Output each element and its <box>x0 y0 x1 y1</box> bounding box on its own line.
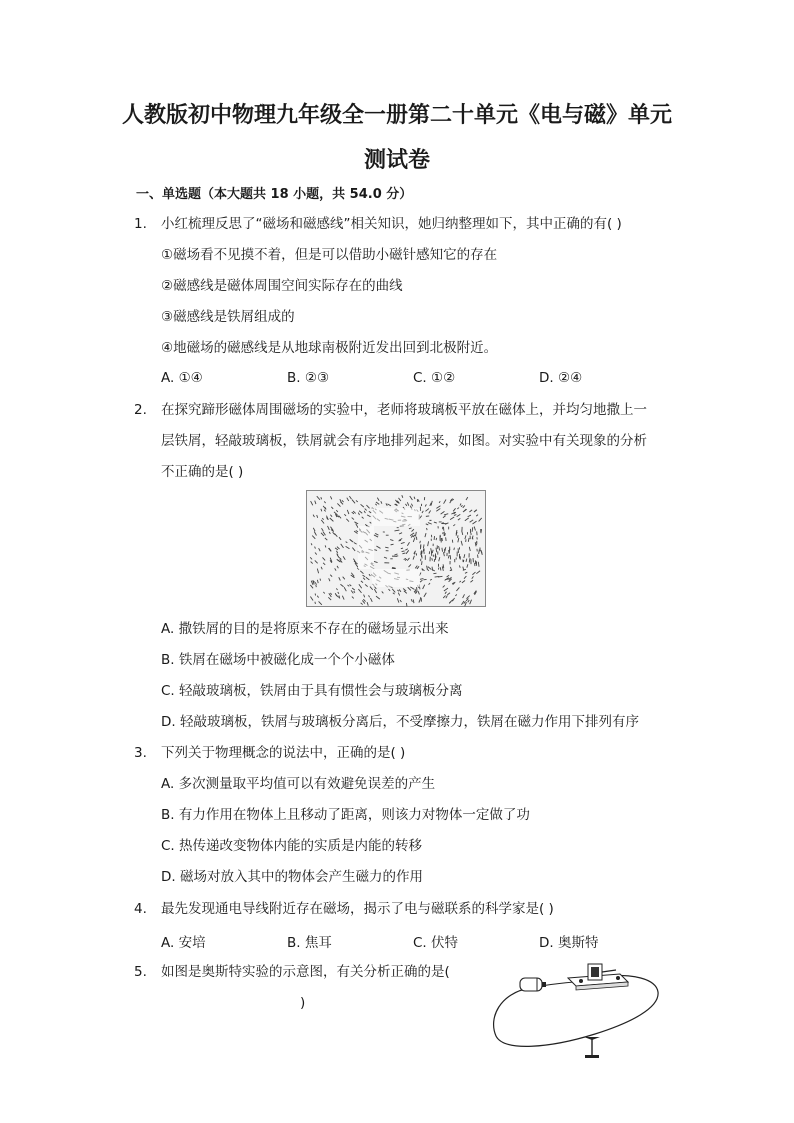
option-d: D. 磁场对放入其中的物体会产生磁力的作用 <box>161 869 423 885</box>
option-b: B. 焦耳 <box>287 935 332 951</box>
option-c: C. 伏特 <box>413 935 459 951</box>
iron-filings-magnet-figure <box>306 490 486 607</box>
option-c: C. 热传递改变物体内能的实质是内能的转移 <box>161 838 423 854</box>
option-a: A. 撒铁屑的目的是将原来不存在的磁场显示出来 <box>161 621 449 637</box>
question-stem: 最先发现通电导线附近存在磁场，揭示了电与磁联系的科学家是( ) <box>161 901 554 917</box>
statement-3: ③磁感线是铁屑组成的 <box>161 309 295 325</box>
section-heading: 一、单选题（本大题共 18 小题，共 54.0 分） <box>136 187 413 202</box>
statement-2: ②磁感线是磁体周围空间实际存在的曲线 <box>161 278 403 294</box>
option-c: C. ①② <box>413 370 456 386</box>
question-stem-line2: 层铁屑，轻敲玻璃板，铁屑就会有序地排列起来，如图。对实验中有关现象的分析 <box>161 433 647 449</box>
question-stem: 下列关于物理概念的说法中，正确的是( ) <box>161 745 406 761</box>
option-a: A. 安培 <box>161 935 206 951</box>
question-number: 4. <box>134 901 147 917</box>
question-stem-line1: 在探究蹄形磁体周围磁场的实验中，老师将玻璃板平放在磁体上，并均匀地撒上一 <box>161 402 647 418</box>
question-stem-line3: 不正确的是( ) <box>161 464 244 480</box>
option-a: A. 多次测量取平均值可以有效避免误差的产生 <box>161 776 436 792</box>
question-number: 1. <box>134 216 147 232</box>
question-number: 5. <box>134 964 147 980</box>
page-title-line2: 测试卷 <box>363 147 430 173</box>
question-number: 3. <box>134 745 147 761</box>
question-stem: 小红梳理反思了“磁场和磁感线”相关知识，她归纳整理如下，其中正确的有( ) <box>161 216 622 232</box>
statement-1: ①磁场看不见摸不着，但是可以借助小磁针感知它的存在 <box>161 247 498 263</box>
option-b: B. 铁屑在磁场中被磁化成一个个小磁体 <box>161 652 395 668</box>
option-d: D. 奥斯特 <box>539 935 599 951</box>
option-b: B. ②③ <box>287 370 330 386</box>
battery-icon <box>520 978 546 991</box>
option-b: B. 有力作用在物体上且移动了距离，则该力对物体一定做了功 <box>161 807 530 823</box>
switch-icon <box>568 964 628 990</box>
option-c: C. 轻敲玻璃板，铁屑由于具有惯性会与玻璃板分离 <box>161 683 463 699</box>
option-d: D. 轻敲玻璃板，铁屑与玻璃板分离后，不受摩擦力，铁屑在磁力作用下排列有序 <box>161 714 639 730</box>
question-stem-line1: 如图是奥斯特实验的示意图，有关分析正确的是( <box>161 964 450 980</box>
option-d: D. ②④ <box>539 370 583 386</box>
question-number: 2. <box>134 402 147 418</box>
page-title-line1: 人教版初中物理九年级全一册第二十单元《电与磁》单元 <box>121 102 672 128</box>
oersted-experiment-figure <box>490 948 662 1066</box>
statement-4: ④地磁场的磁感线是从地球南极附近发出回到北极附近。 <box>161 340 498 356</box>
compass-needle-icon <box>584 1037 600 1058</box>
question-stem-line2: ) <box>300 995 306 1011</box>
option-a: A. ①④ <box>161 370 203 386</box>
